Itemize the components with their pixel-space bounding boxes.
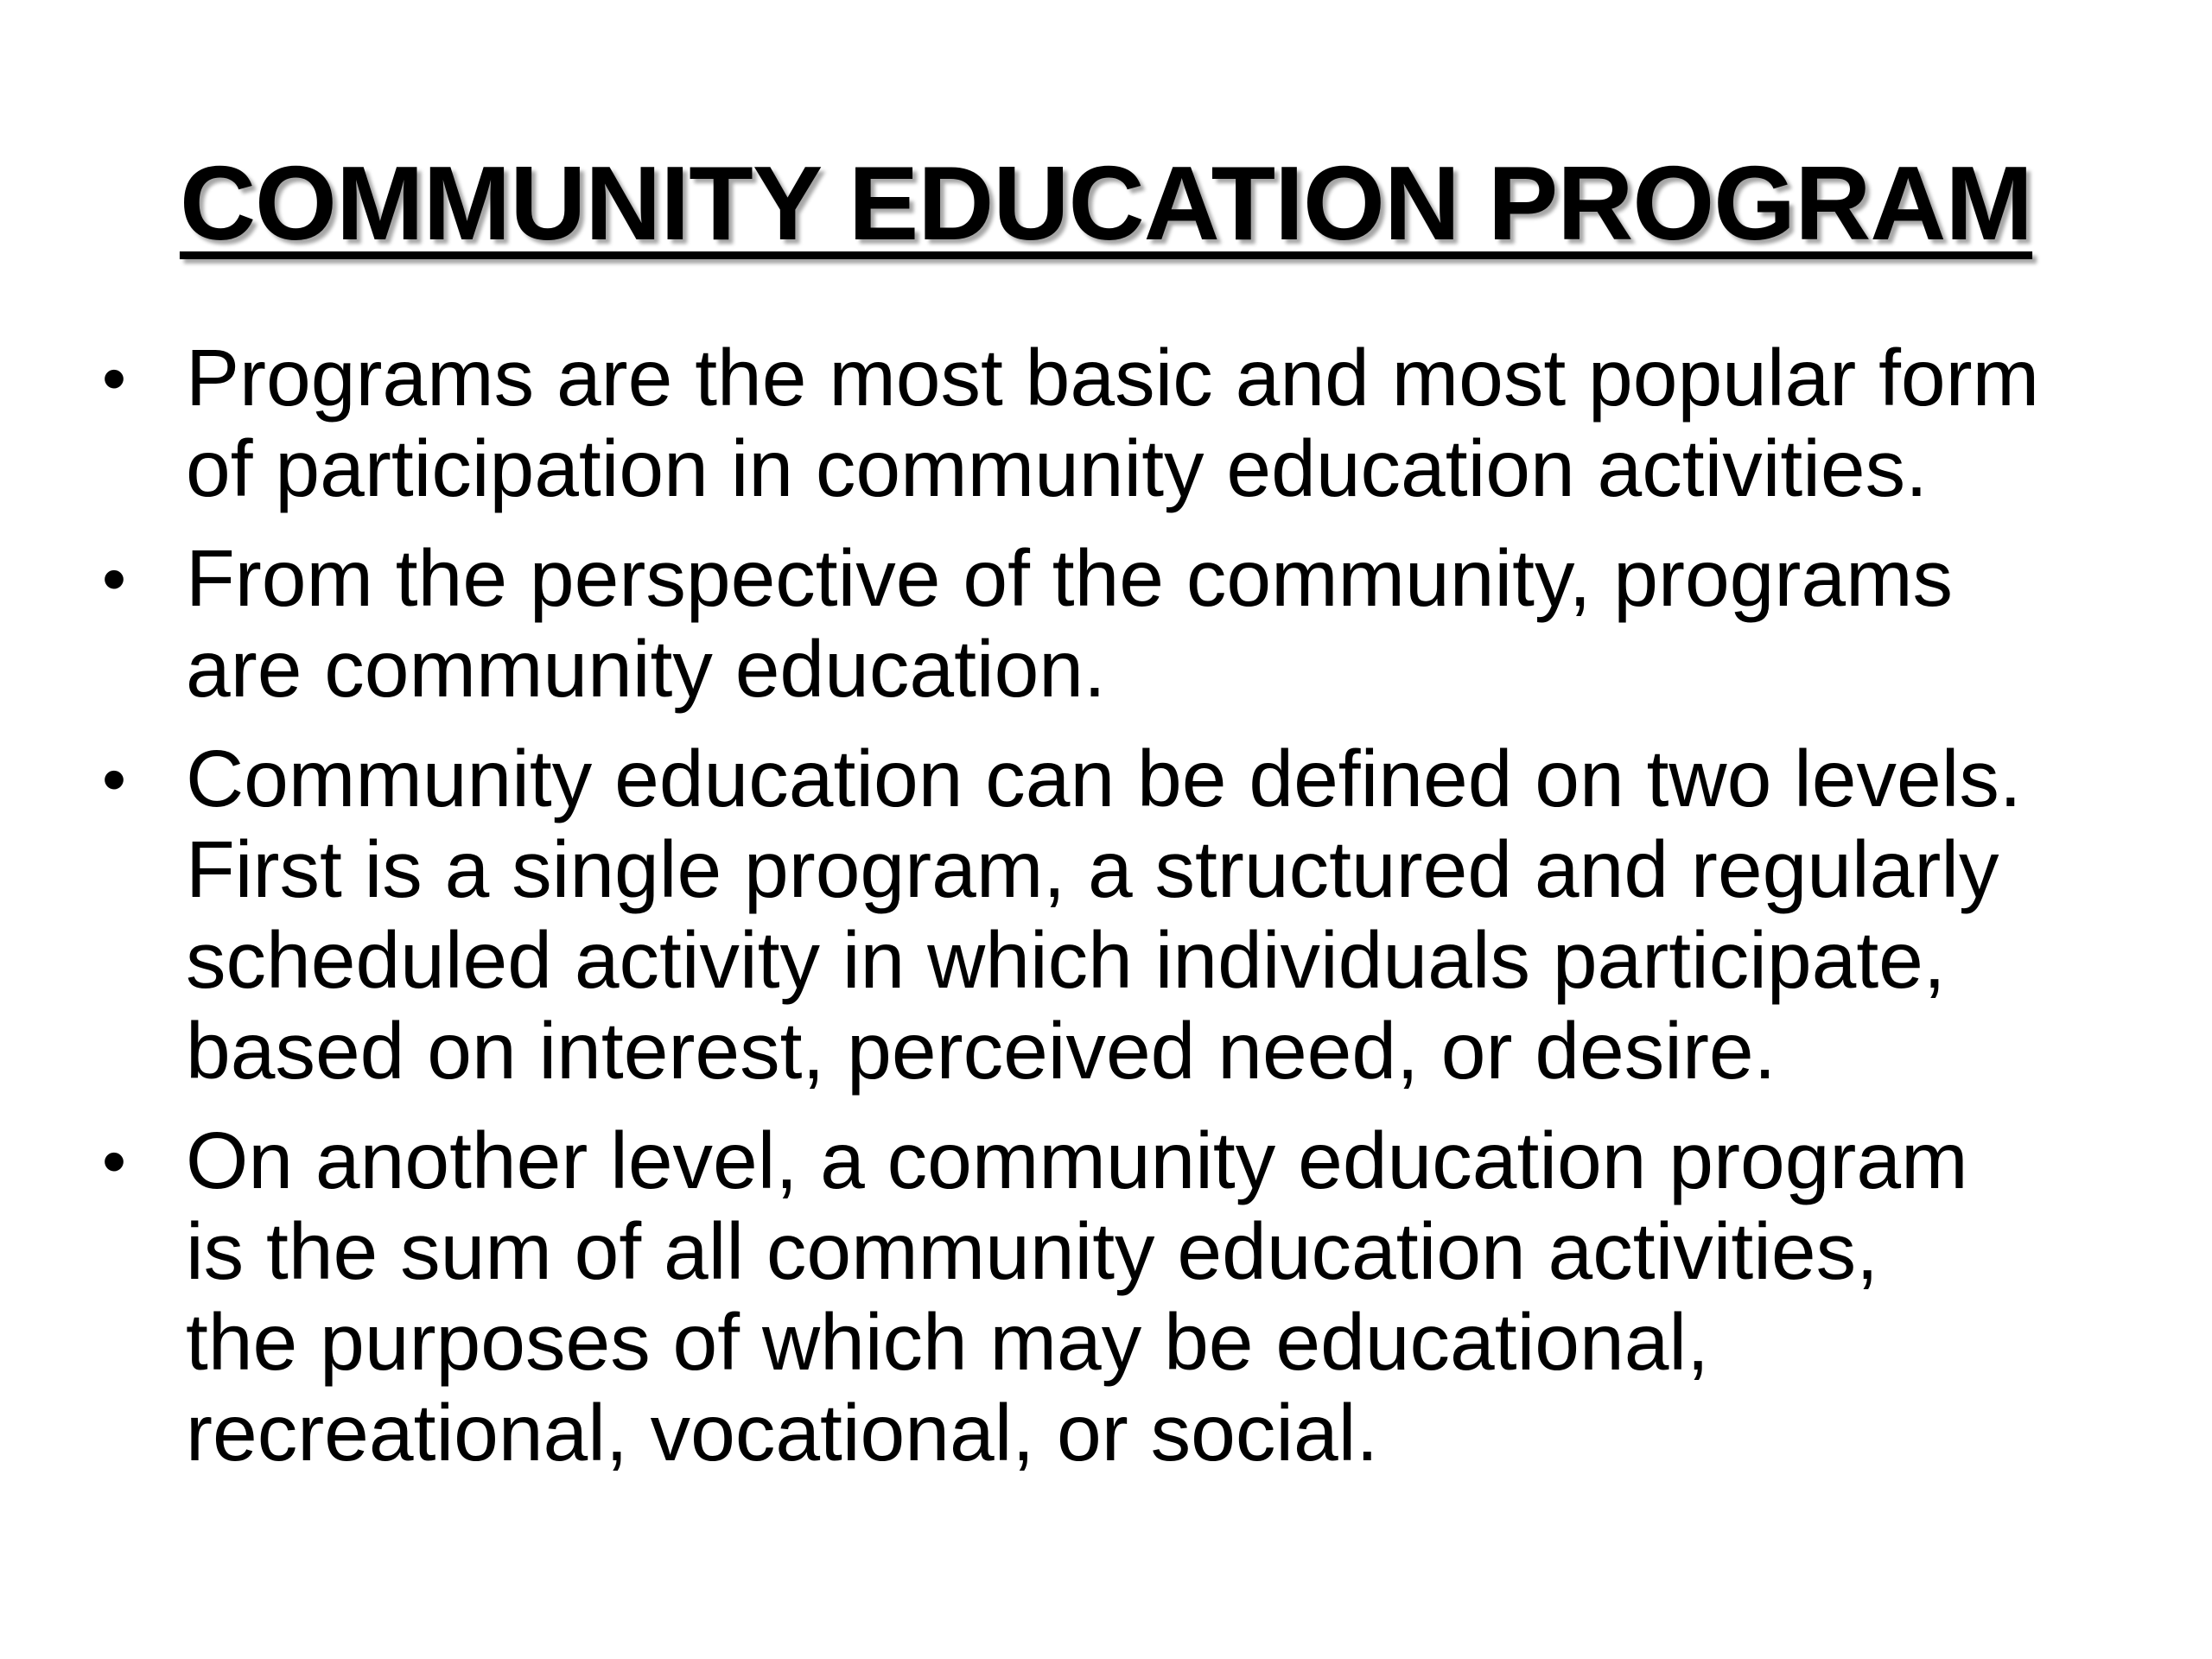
- bullet-text-line: are community education.: [186, 624, 1106, 714]
- bullet-list: [97, 333, 2171, 1497]
- bullet-dot-icon: •: [102, 540, 127, 617]
- bullet-text-line: From the perspective of the community, programs: [186, 533, 1954, 623]
- bullet-item: [97, 734, 2171, 1096]
- bullet-text-line: based on interest, perceived need, or desire.: [186, 1006, 1777, 1096]
- bullet-text-line: recreational, vocational, or social.: [186, 1388, 1379, 1478]
- bullet-text-line: of participation in community education activities.: [186, 423, 1928, 513]
- bullet-dot-icon: •: [102, 1122, 127, 1199]
- bullet-text-line: Programs are the most basic and most popular form: [186, 333, 2040, 423]
- bullet-item: [97, 333, 2171, 514]
- bullet-text-line: scheduled activity in which individuals participate,: [186, 915, 1946, 1005]
- bullet-dot-icon: •: [102, 741, 127, 817]
- slide-title: COMMUNITY EDUCATION PROGRAM: [179, 144, 2033, 262]
- bullet-dot-icon: •: [102, 340, 127, 416]
- bullet-text-line: On another level, a community education program: [186, 1116, 1968, 1205]
- bullet-item: [97, 1116, 2171, 1478]
- bullet-text-line: Community education can be defined on two levels.: [186, 734, 2022, 823]
- bullet-text-line: is the sum of all community education activities,: [186, 1206, 1878, 1296]
- bullet-text-line: First is a single program, a structured and regularly: [186, 824, 1999, 914]
- bullet-item: [97, 533, 2171, 715]
- bullet-text-line: the purposes of which may be educational,: [186, 1297, 1709, 1387]
